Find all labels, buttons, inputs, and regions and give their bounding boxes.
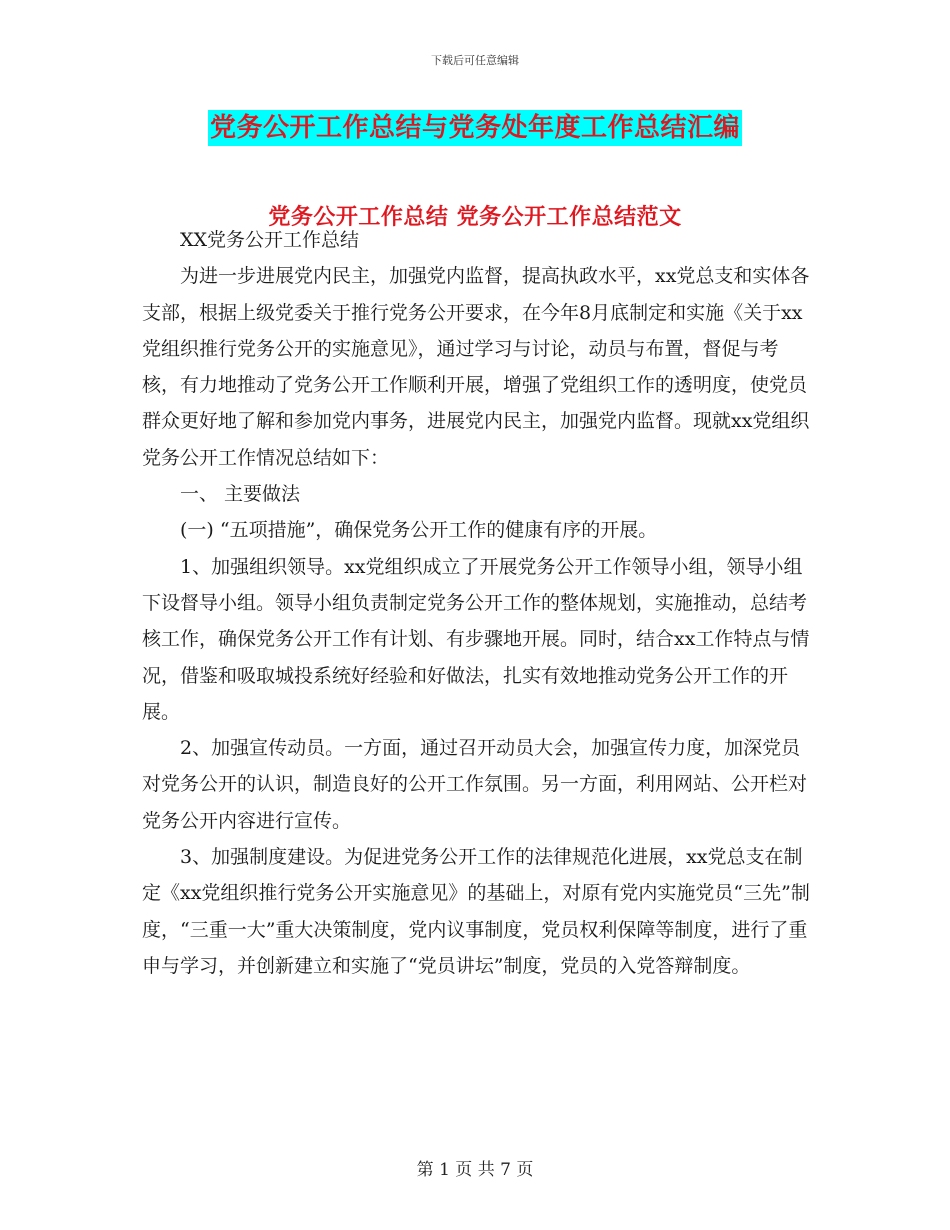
header-note: 下载后可任意编辑: [431, 54, 519, 67]
paragraph-intro: 为进一步进展党内民主，加强党内监督，提高执政水平，xx党总支和实体各支部，根据上级党委关于推行党务公开要求，在今年8月底制定和实施《关于xx党组织推行党务公开的实施意见》，通过学习与讨论，动员与布置，督促与考核，有力地推动了党务公开工作顺利开展，增强了党组织工作的透明度，使党员群众更好地了解和参加党内事务，进展党内民主，加强党内监督。现就xx党组织党务公开工作情况总结如下：: [142, 265, 810, 469]
paragraph-item-3: 3、加强制度建设。为促进党务公开工作的法律规范化进展，xx党总支在制定《xx党组织推行党务公开实施意见》的基础上，对原有党内实施党员“三先”制度，“三重一大”重大决策制度，党内议事制度，党员权利保障等制度，进行了重申与学习，并创新建立和实施了“党员讲坛”制度，党员的入党答辩制度。: [142, 846, 810, 977]
page-footer: 第 1 页 共 7 页: [416, 1160, 534, 1180]
paragraph-item-1: 1、加强组织领导。xx党组织成立了开展党务公开工作领导小组，领导小组下设督导小组。领导小组负责制定党务公开工作的整体规划，实施推动，总结考核工作，确保党务公开工作有计划、有步骤地开展。同时，结合xx工作特点与情况，借鉴和吸取城投系统好经验和好做法，扎实有效地推动党务公开工作的开展。: [142, 555, 810, 723]
paragraph-subsection-heading: (一) “五项措施”，确保党务公开工作的健康有序的开展。: [180, 519, 658, 542]
document-body: [142, 222, 814, 984]
document-title-wrapper: [0, 110, 950, 146]
document-title: 党务公开工作总结与党务处年度工作总结汇编: [208, 110, 742, 146]
paragraph-heading: XX党务公开工作总结: [180, 229, 360, 251]
paragraph-section-heading: 一、 主要做法: [180, 483, 301, 506]
paragraph-item-2: 2、加强宣传动员。一方面，通过召开动员大会，加强宣传力度，加深党员对党务公开的认识，制造良好的公开工作氛围。另一方面，利用网站、公开栏对党务公开内容进行宣传。: [142, 737, 808, 832]
section-subtitle: 党务公开工作总结 党务公开工作总结范文: [268, 204, 682, 230]
